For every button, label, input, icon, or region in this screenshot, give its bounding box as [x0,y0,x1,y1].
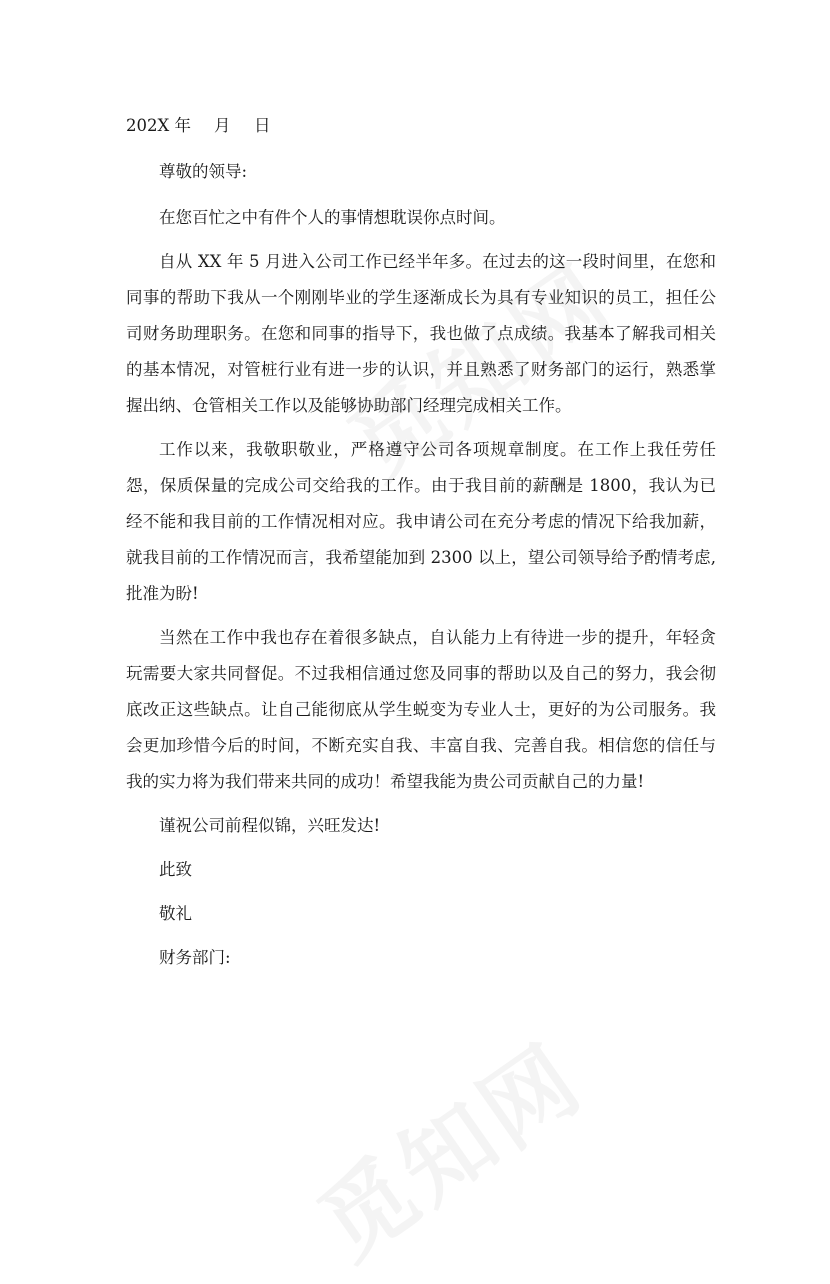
wishes-line: 谨祝公司前程似锦，兴旺发达! [159,816,381,835]
letter-date [126,108,716,144]
closing-salute: 敬礼 [159,904,192,923]
date-month: 月 [214,116,231,135]
signature-department: 财务部门: [159,948,231,967]
paragraph-self-improvement: 当然在工作中我也存在着很多缺点，自认能力上有待进一步的提升，年轻贪玩需要大家共同督促。不过我相信通过您及同事的帮助以及自己的努力，我会彻底改正这些缺点。让自己能彻底从学生蜕变为专业人士，更好的为公司服务。我会更加珍惜今后的时间，不断充实自我、丰富自我、完善自我。相信您的信任与我的实力将为我们带来共同的成功！希望我能为贵公司贡献自己的力量! [126,628,716,791]
date-year: 202X 年 [126,116,191,135]
closing-greeting: 此致 [159,860,192,879]
letter-body [126,108,716,976]
date-day: 日 [254,116,271,135]
salutation: 尊敬的领导: [159,162,248,181]
paragraph-work-history: 自从 XX 年 5 月进入公司工作已经半年多。在过去的这一段时间里，在您和同事的帮助下我从一个刚刚毕业的学生逐渐成长为具有专业知识的员工，担任公司财务助理职务。在您和同事的指导下，我也做了点成绩。我基本了解我司相关的基本情况，对管桩行业有进一步的认识，并且熟悉了财务部门的运行，熟悉掌握出纳、仓管相关工作以及能够协助部门经理完成相关工作。 [126,252,716,415]
opening-line: 在您百忙之中有件个人的事情想耽误你点时间。 [159,208,506,227]
paragraph-raise-request: 工作以来，我敬职敬业，严格遵守公司各项规章制度。在工作上我任劳任怨，保质保量的完成公司交给我的工作。由于我目前的薪酬是 1800，我认为已经不能和我目前的工作情况相对应。我申请公司在充分考虑的情况下给我加薪，就我目前的工作情况而言，我希望能加到 2300 以上，望公司领导给予酌情考虑,批准为盼! [126,440,716,603]
watermark-bottom [289,1008,606,1284]
